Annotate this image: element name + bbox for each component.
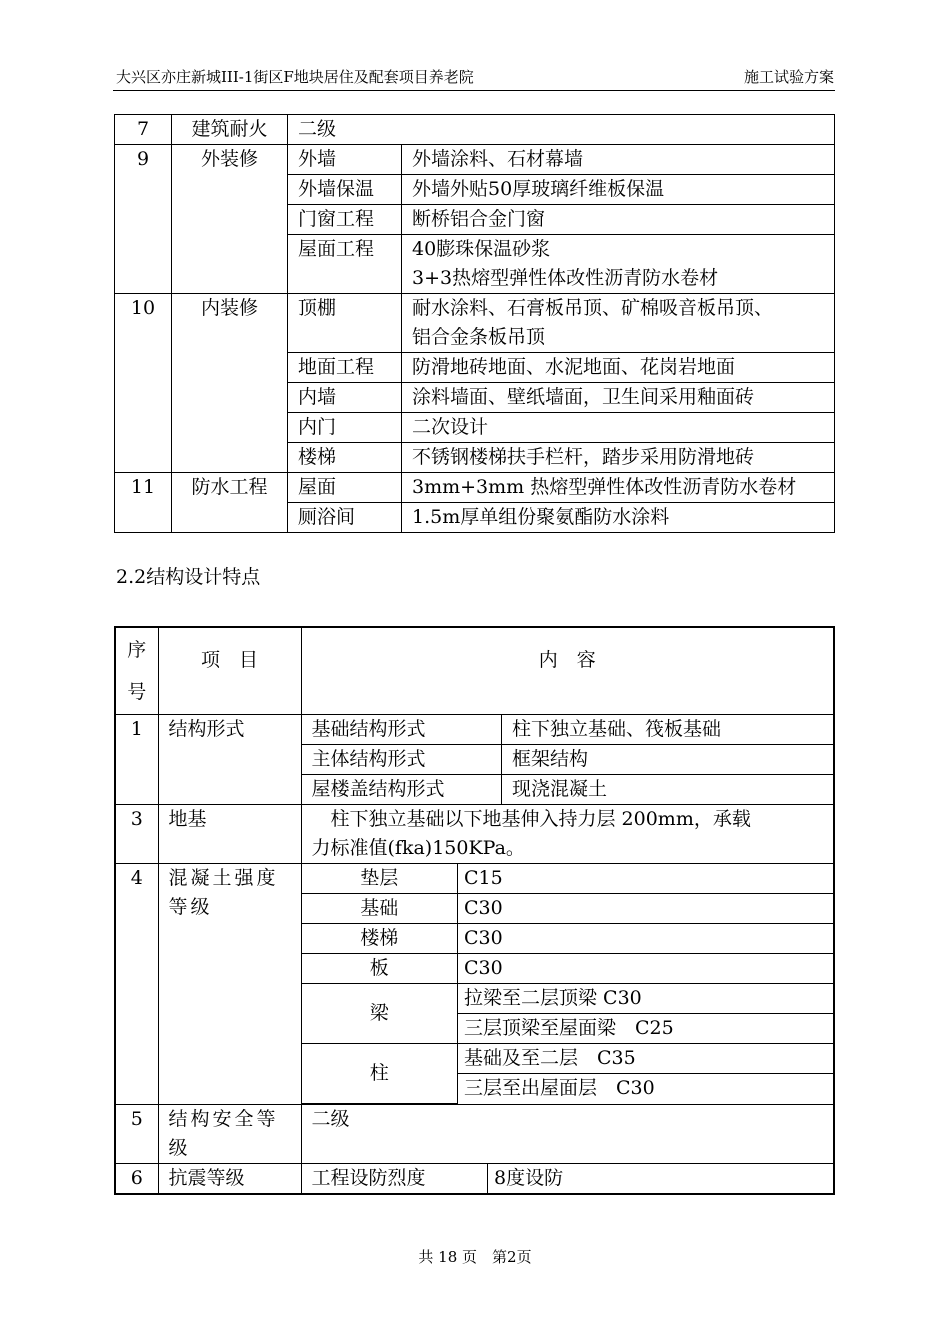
sub-row: [302, 775, 834, 805]
section-title: 2.2结构设计特点: [116, 566, 261, 588]
sub-name: 楼梯: [288, 443, 402, 473]
row-item: 结构安全等级: [158, 1104, 301, 1163]
table-row: [115, 1104, 834, 1163]
row-content: 二级: [288, 115, 835, 145]
table-row: [115, 715, 834, 805]
value-line: 耐水涂料、石膏板吊顶、矿棉吸音板吊顶、: [412, 297, 774, 319]
row-item: 内装修: [172, 294, 288, 473]
table-row: [115, 145, 835, 175]
sub-name: 屋面工程: [288, 235, 402, 294]
sub-value: C30: [458, 954, 834, 984]
header-rule: [113, 90, 835, 91]
row-content: [301, 864, 834, 1105]
sub-name: 屋面: [288, 473, 402, 503]
sub-value: 二次设计: [402, 413, 835, 443]
concrete-grade-subtable: [302, 864, 834, 1104]
row-no: 5: [115, 1104, 158, 1163]
sub-value: [402, 235, 835, 294]
row-content: [301, 805, 834, 864]
row-no: 7: [115, 115, 172, 145]
value-line: 铝合金条板吊顶: [412, 326, 546, 348]
page-footer: 共 18 页 第2页: [418, 1248, 532, 1266]
sub-row: [302, 745, 834, 775]
sub-name: 内门: [288, 413, 402, 443]
sub-name: 外墙保温: [288, 175, 402, 205]
sub-value: 涂料墙面、壁纸墙面，卫生间采用釉面砖: [402, 383, 835, 413]
header-title: 大兴区亦庄新城III-1街区F地块居住及配套项目养老院: [116, 68, 474, 86]
row-no: 6: [115, 1163, 158, 1194]
sub-value: 现浇混凝土: [512, 778, 608, 800]
structure-form-subtable: [302, 715, 834, 804]
row-content: 二级: [301, 1104, 834, 1163]
table-row: [115, 1163, 834, 1194]
seismic-subtable: [302, 1164, 834, 1193]
row-item: 防水工程: [172, 473, 288, 533]
sub-value: 基础及至二层 C35: [458, 1044, 834, 1074]
sub-value: 拉梁至二层顶梁 C30: [458, 984, 834, 1014]
sub-value: 3mm+3mm 热熔型弹性体改性沥青防水卷材: [402, 473, 835, 503]
content-line: 柱下独立基础以下地基伸入持力层 200mm，承载: [311, 808, 751, 830]
sub-name: 门窗工程: [288, 205, 402, 235]
sub-name: 梁: [302, 984, 458, 1044]
sub-row: [302, 924, 834, 954]
sub-value: 框架结构: [502, 745, 834, 775]
sub-value: 外墙涂料、石材幕墙: [402, 145, 835, 175]
sub-name: 楼梯: [302, 924, 458, 954]
sub-name: 柱: [302, 1044, 458, 1104]
sub-row: [302, 864, 834, 894]
value-line: 40膨珠保温砂浆: [412, 238, 551, 260]
header-item: 项 目: [158, 627, 301, 715]
sub-value: 1.5m厚单组份聚氨酯防水涂料: [402, 503, 835, 533]
sub-row: [302, 1164, 834, 1193]
row-item: 结构形式: [158, 715, 301, 805]
header-no: 序号: [115, 627, 158, 715]
sub-value: C30: [458, 894, 834, 924]
finish-table: [114, 114, 835, 533]
sub-row: [302, 954, 834, 984]
row-no: 9: [115, 145, 172, 294]
row-content: [301, 715, 834, 805]
sub-name: 顶棚: [288, 294, 402, 353]
row-no: 3: [115, 805, 158, 864]
sub-name: 厕浴间: [288, 503, 402, 533]
row-item: 抗震等级: [158, 1163, 301, 1194]
sub-name: 主体结构形式: [302, 745, 502, 775]
header-content: 内 容: [301, 627, 834, 715]
sub-name: 基础: [302, 894, 458, 924]
sub-value: C15: [458, 864, 834, 894]
sub-name: 垫层: [302, 864, 458, 894]
header-doc-type: 施工试验方案: [743, 68, 834, 86]
sub-name: 板: [302, 954, 458, 984]
sub-name: 工程设防烈度: [302, 1164, 488, 1193]
row-item: 混凝土强度等级: [158, 864, 301, 1105]
sub-row: [302, 894, 834, 924]
table-row: [115, 294, 835, 353]
sub-value: 8度设防: [494, 1166, 564, 1189]
sub-value: C30: [458, 924, 834, 954]
table-row: [115, 805, 834, 864]
row-item: 外装修: [172, 145, 288, 294]
sub-row: [302, 715, 834, 745]
structure-table: [114, 626, 835, 1195]
sub-row: [302, 984, 834, 1014]
row-no: 11: [115, 473, 172, 533]
row-item: 地基: [158, 805, 301, 864]
sub-value: [402, 294, 835, 353]
sub-name: 屋楼盖结构形式: [302, 775, 502, 805]
sub-name: 外墙: [288, 145, 402, 175]
row-no: 1: [115, 715, 158, 805]
sub-value: 柱下独立基础、筏板基础: [502, 715, 834, 745]
row-item: 建筑耐火: [172, 115, 288, 145]
sub-name: 基础结构形式: [302, 715, 502, 745]
sub-value: 三层顶梁至屋面梁 C25: [458, 1014, 834, 1044]
sub-value: 断桥铝合金门窗: [402, 205, 835, 235]
table-row: [115, 115, 835, 145]
sub-name: 内墙: [288, 383, 402, 413]
row-no: 4: [115, 864, 158, 1105]
sub-row: [302, 1044, 834, 1074]
row-no: 10: [115, 294, 172, 473]
table-header-row: [115, 627, 834, 715]
content-line: 力标准值(fka)150KPa。: [311, 837, 525, 859]
table-row: [115, 864, 834, 1105]
table-row: [115, 473, 835, 503]
value-line: 3+3热熔型弹性体改性沥青防水卷材: [412, 267, 719, 289]
sub-value: 防滑地砖地面、水泥地面、花岗岩地面: [402, 353, 835, 383]
sub-value: 外墙外贴50厚玻璃纤维板保温: [402, 175, 835, 205]
sub-value: 三层至出屋面层 C30: [464, 1077, 655, 1099]
sub-name: 地面工程: [288, 353, 402, 383]
row-content: [301, 1163, 834, 1194]
sub-value: 不锈钢楼梯扶手栏杆，踏步采用防滑地砖: [402, 443, 835, 473]
